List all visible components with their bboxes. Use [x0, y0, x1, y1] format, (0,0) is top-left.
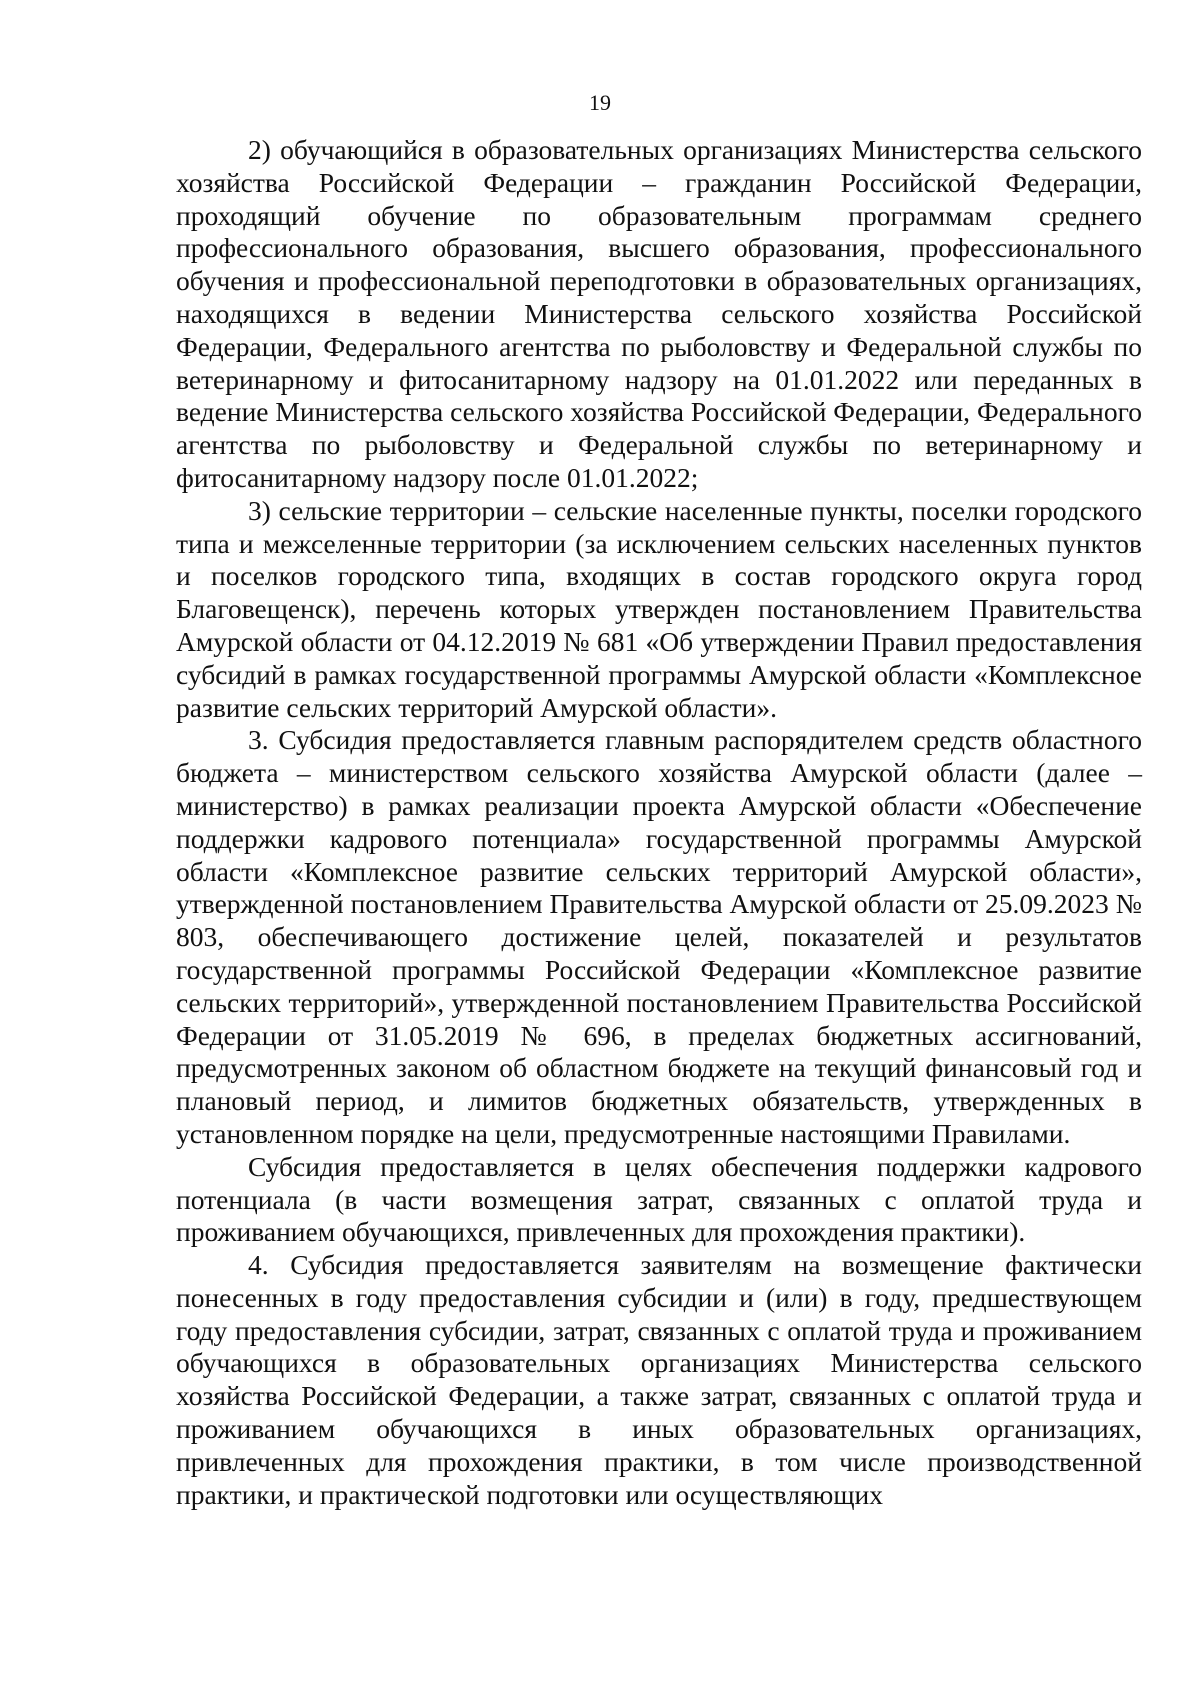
paragraph-subsidy-purpose: Субсидия предоставляется в целях обеспечения поддержки кадрового потенциала (в части возмещения затрат, связанных с оплатой труда и проживанием обучающихся, привлеченных для прохождения практики). — [176, 1150, 1142, 1248]
paragraph-item-2-student-definition: 2) обучающийся в образовательных организациях Министерства сельского хозяйства Российской Федерации – гражданин Российской Федерации, проходящий обучение по образовательным программам среднего профессионального образования, высшего образования, профессионального обучения и профессиональной переподготовки в образовательных организациях, находящихся в ведении Министерства сельского хозяйства Российской Федерации, Федерального агентства по рыболовству и Федеральной службы по ветеринарному и фитосанитарному надзору на 01.01.2022 или переданных в ведение Министерства сельского хозяйства Российской Федерации, Федерального агентства по рыболовству и Федеральной службы по ветеринарному и фитосанитарному надзору после 01.01.2022; — [176, 134, 1142, 493]
paragraph-section-4-subsidy-recipients: 4. Субсидия предоставляется заявителям на возмещение фактически понесенных в году предоставления субсидии и (или) в году, предшествующем году предоставления субсидии, затрат, связанных с оплатой труда и проживанием обучающихся в образовательных организациях Министерства сельского хозяйства Российской Федерации, а также затрат, связанных с оплатой труда и проживанием обучающихся в иных образовательных организациях, привлеченных для прохождения практики, в том числе производственной практики, и практической подготовки или осуществляющих — [176, 1249, 1142, 1510]
paragraph-section-3-subsidy-provider: 3. Субсидия предоставляется главным распорядителем средств областного бюджета – министерством сельского хозяйства Амурской области (далее – министерство) в рамках реализации проекта Амурской области «Обеспечение поддержки кадрового потенциала» государственной программы Амурской области «Комплексное развитие сельских территорий Амурской области», утвержденной постановлением Правительства Амурской области от 25.09.2023 № 803, обеспечивающего достижение целей, показателей и результатов государственной программы Российской Федерации «Комплексное развитие сельских территорий», утвержденной постановлением Правительства Российской Федерации от 31.05.2019 № 696, в пределах бюджетных ассигнований, предусмотренных законом об областном бюджете на текущий финансовый год и плановый период, и лимитов бюджетных обязательств, утвержденных в установленном порядке на цели, предусмотренные настоящими Правилами. — [176, 724, 1142, 1149]
page-number: 19 — [589, 90, 611, 115]
document-body — [176, 134, 1142, 1511]
paragraph-item-3-rural-territories: 3) сельские территории – сельские населенные пункты, поселки городского типа и межселенные территории (за исключением сельских населенных пунктов и поселков городского типа, входящих в состав городского округа город Благовещенск), перечень которых утвержден постановлением Правительства Амурской области от 04.12.2019 № 681 «Об утверждении Правил предоставления субсидий в рамках государственной программы Амурской области «Комплексное развитие сельских территорий Амурской области». — [176, 494, 1142, 723]
